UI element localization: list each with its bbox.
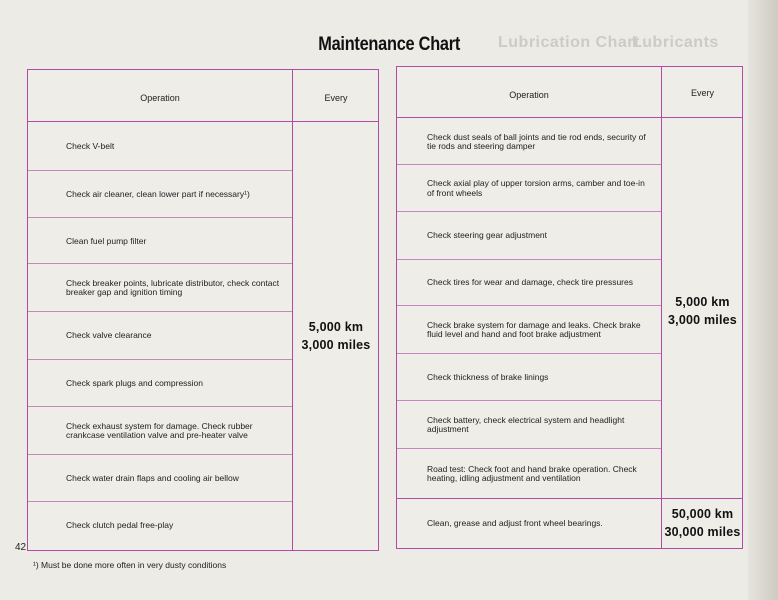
interval-miles: 3,000 miles — [668, 313, 737, 327]
table-row: Check water drain flaps and cooling air bellow — [66, 472, 239, 483]
interval-km: 5,000 km — [308, 320, 364, 334]
table-row: Check V-belt — [66, 141, 115, 152]
interval-km: 5,000 km — [675, 295, 730, 309]
table-row: Check spark plugs and compression — [66, 377, 204, 388]
interval-last-miles: 30,000 miles — [664, 525, 741, 539]
column-divider — [292, 70, 293, 550]
table-row: Check dust seals of ball joints and tie rod ends, security of tie rods and steering damper — [427, 131, 646, 151]
left-maintenance-table — [27, 69, 379, 551]
page-title: Maintenance Chart — [318, 34, 461, 55]
table-row: Check thickness of brake linings — [427, 371, 549, 382]
table-row: Check clutch pedal free-play — [66, 520, 174, 531]
page-edge — [748, 0, 778, 600]
header-operation: Operation — [509, 90, 549, 100]
page-number: 42 — [15, 542, 27, 553]
interval-last-km: 50,000 km — [671, 507, 734, 521]
table-row: Check axial play of upper torsion arms, camber and toe-in of front wheels — [427, 178, 645, 198]
table-row: Check valve clearance — [66, 330, 152, 341]
background-heading-lubricants: Lubricants — [632, 34, 719, 51]
header-every: Every — [690, 88, 714, 98]
background-heading-lubrication: Lubrication Chart — [498, 34, 640, 51]
header-divider — [28, 121, 378, 122]
header-operation: Operation — [140, 93, 180, 103]
table-row: Check brake system for damage and leaks. Check brake fluid level and hand and foot brake adjustment — [427, 319, 641, 339]
table-row: Clean fuel pump filter — [66, 235, 147, 246]
table-row: Clean, grease and adjust front wheel bearings. — [427, 517, 603, 528]
header-divider — [397, 117, 742, 118]
header-every: Every — [324, 93, 348, 103]
table-row: Road test: Check foot and hand brake operation. Check heating, idling adjustment and ventilation — [427, 463, 637, 483]
interval-miles: 3,000 miles — [301, 338, 371, 352]
table-row: Check exhaust system for damage. Check rubber crankcase ventilation valve and pre-heater valve — [66, 420, 253, 440]
table-row: Check air cleaner, clean lower part if necessary¹) — [66, 189, 250, 200]
footnote: ¹) Must be done more often in very dusty conditions — [33, 560, 227, 570]
right-maintenance-table — [396, 66, 743, 549]
table-row: Check breaker points, lubricate distributor, check contact breaker gap and ignition timing — [66, 277, 280, 297]
table-row: Check battery, check electrical system and headlight adjustment — [427, 414, 625, 434]
table-row: Check tires for wear and damage, check tire pressures — [427, 277, 633, 288]
table-row: Check steering gear adjustment — [427, 230, 548, 241]
column-divider — [661, 67, 662, 548]
